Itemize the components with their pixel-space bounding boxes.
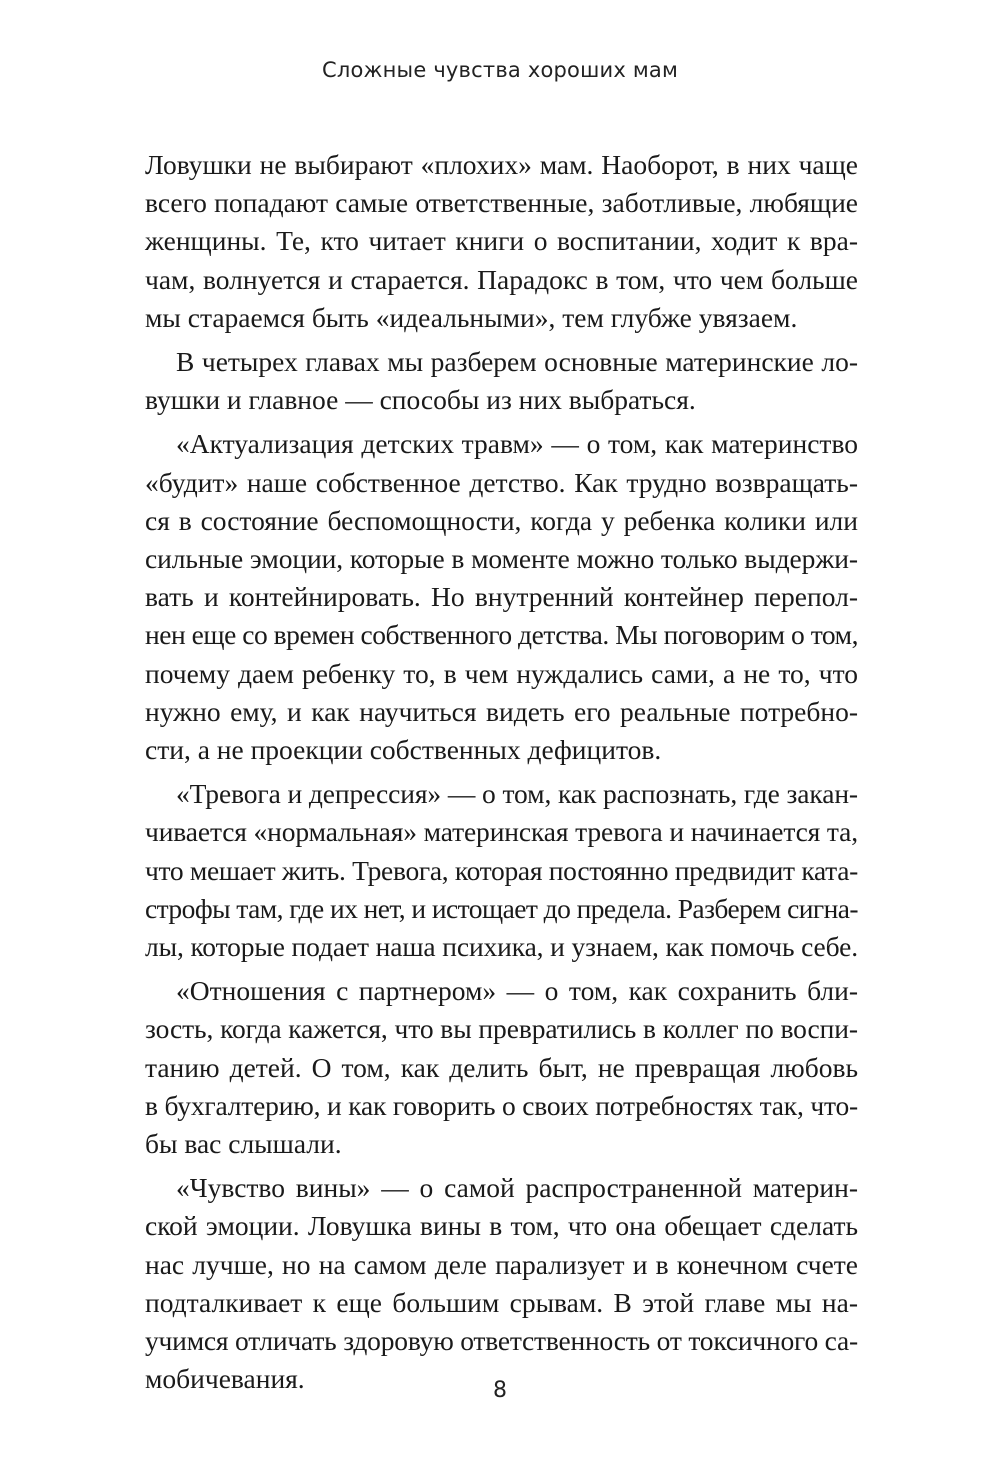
text-line: нужно ему, и как научиться видеть его реальные потребно- bbox=[145, 695, 858, 727]
text-line: чивается «нормальная» материнская тревога и начинается та, bbox=[145, 816, 859, 848]
text-line: что мешает жить. Тревога, которая постоянно предвидит ката- bbox=[145, 854, 858, 886]
text-line: вать и контейнировать. Но внутренний контейнер перепол- bbox=[145, 581, 858, 613]
paragraph-5 bbox=[145, 972, 858, 1163]
paragraph-1 bbox=[145, 146, 858, 337]
text-line: нас лучше, но на самом деле парализует и в конечном счете bbox=[145, 1248, 858, 1280]
text-line: вушки и главное — способы из них выбраться. bbox=[145, 384, 696, 416]
text-line: учимся отличать здоровую ответственность от токсичного са- bbox=[145, 1325, 858, 1357]
text-line: сти, а не проекции собственных дефицитов. bbox=[145, 734, 662, 766]
text-line: «Отношения с партнером» — о том, как сохранить бли- bbox=[176, 975, 858, 1007]
running-header: Сложные чувства хороших мам bbox=[321, 58, 679, 82]
text-line: почему даем ребенку то, в чем нуждались сами, а не то, что bbox=[145, 657, 858, 689]
text-line: женщины. Те, кто читает книги о воспитании, ходит к вра- bbox=[145, 225, 858, 257]
text-line: сильные эмоции, которые в моменте можно только выдержи- bbox=[145, 543, 858, 575]
text-line: нен еще со времен собственного детства. Мы поговорим о том, bbox=[145, 619, 858, 651]
text-line: ской эмоции. Ловушка вины в том, что она обещает сделать bbox=[145, 1210, 858, 1242]
text-line: «будит» наше собственное детство. Как трудно возвращать- bbox=[145, 466, 858, 498]
text-line: чам, волнуется и старается. Парадокс в том, что чем больше bbox=[145, 263, 858, 295]
body-text bbox=[145, 146, 858, 1405]
paragraph-3 bbox=[145, 425, 858, 769]
page-number: 8 bbox=[493, 1378, 507, 1403]
text-line: зость, когда кажется, что вы превратились в коллег по воспи- bbox=[145, 1013, 858, 1045]
text-line: мы стараемся быть «идеальными», тем глубже увязаем. bbox=[145, 301, 798, 333]
paragraph-6 bbox=[145, 1169, 858, 1398]
text-line: строфы там, где их нет, и истощает до предела. Разберем сигна- bbox=[145, 892, 858, 924]
paragraph-4 bbox=[145, 775, 858, 966]
text-line: всего попадают самые ответственные, заботливые, любящие bbox=[145, 187, 858, 219]
text-line: «Чувство вины» — о самой распространенной материн- bbox=[176, 1172, 858, 1204]
text-line: танию детей. О том, как делить быт, не превращая любовь bbox=[145, 1051, 858, 1083]
text-line: «Тревога и депрессия» — о том, как распознать, где закан- bbox=[176, 778, 858, 810]
text-line: бы вас слышали. bbox=[145, 1128, 342, 1160]
text-line: лы, которые подает наша психика, и узнаем, как помочь себе. bbox=[145, 931, 858, 963]
text-line: мобичевания. bbox=[145, 1363, 305, 1395]
text-line: ся в состояние беспомощности, когда у ребенка колики или bbox=[145, 504, 858, 536]
text-line: «Актуализация детских травм» — о том, как материнство bbox=[176, 428, 858, 460]
text-line: подталкивает к еще большим срывам. В этой главе мы на- bbox=[145, 1286, 858, 1318]
text-line: В четырех главах мы разберем основные материнские ло- bbox=[176, 346, 858, 378]
text-line: в бухгалтерию, и как говорить о своих потребностях так, что- bbox=[145, 1089, 858, 1121]
paragraph-2 bbox=[145, 343, 858, 419]
text-line: Ловушки не выбирают «плохих» мам. Наоборот, в них чаще bbox=[145, 149, 858, 180]
